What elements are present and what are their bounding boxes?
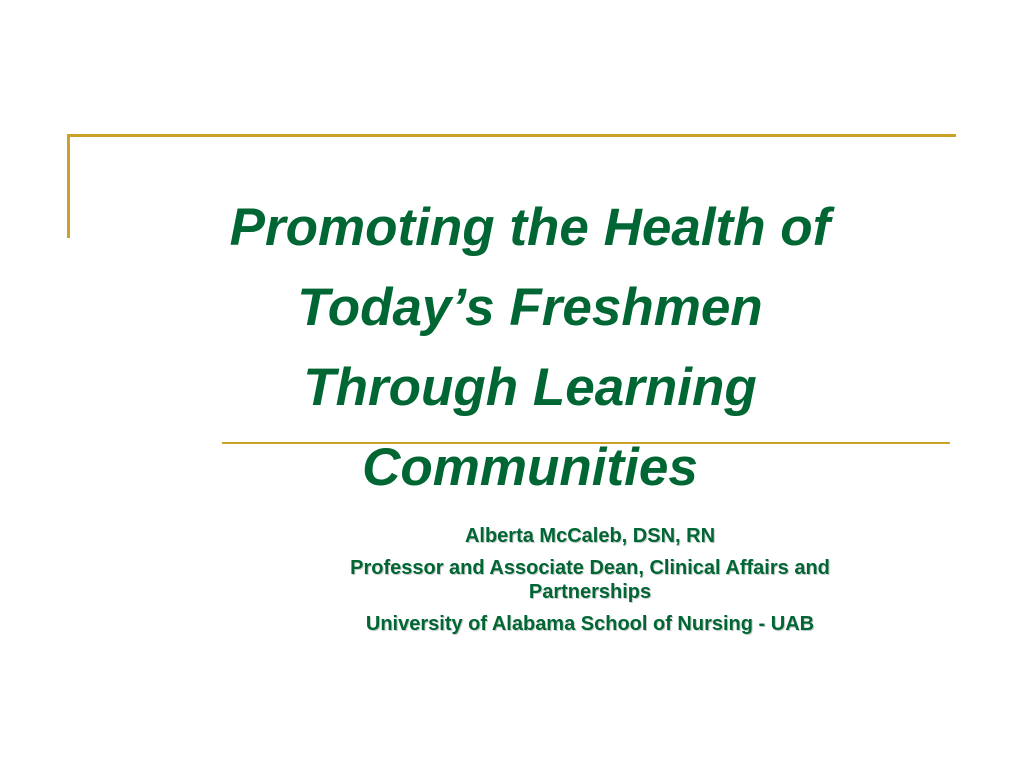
author-position-line-2: Partnerships: [528, 581, 652, 603]
author-position-line-1: Professor and Associate Dean, Clinical Affairs and: [350, 557, 830, 579]
title-line-2: Today’s Freshmen: [297, 278, 763, 337]
author-name: Alberta McCaleb, DSN, RN: [464, 525, 716, 547]
slide-subtitle: [276, 524, 904, 636]
left-accent-rule: [67, 134, 70, 238]
title-line-1: Promoting the Health of: [229, 198, 831, 257]
title-line-3: Through Learning: [303, 358, 757, 417]
title-line-4: Communities: [362, 438, 698, 497]
author-institution: University of Alabama School of Nursing - UAB: [365, 613, 815, 635]
slide-title: [150, 188, 910, 508]
top-accent-rule: [67, 134, 956, 137]
